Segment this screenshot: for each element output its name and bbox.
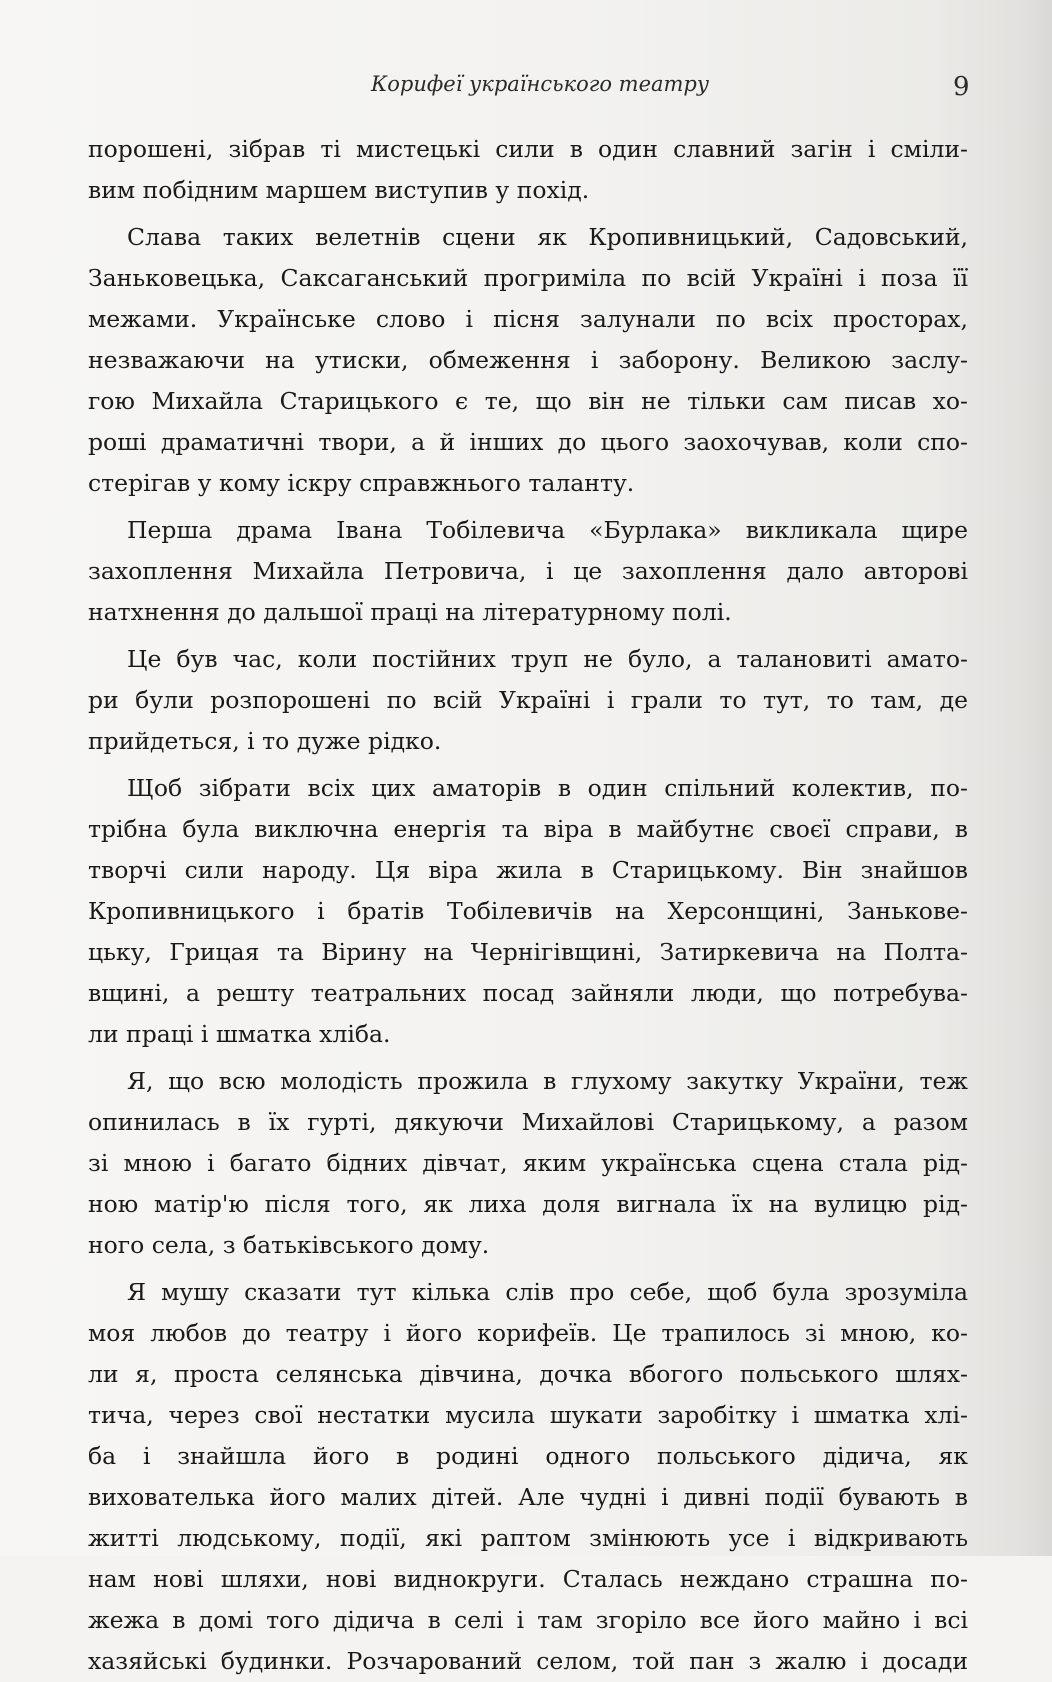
text-line: Я мушу сказати тут кілька слів про себе, щоб була зрозуміла: [127, 1278, 968, 1306]
body-text: [88, 129, 968, 1682]
text-line: ба і знайшла його в родині одного польського дідича, як: [88, 1442, 968, 1470]
text-line: ного села, з батьківського дому.: [88, 1231, 490, 1259]
text-line: Я, що всю молодість прожила в глухому закутку України, теж: [127, 1067, 968, 1095]
text-line: жежа в домі того дідича в селі і там згоріло все його майно і всі: [88, 1606, 968, 1634]
text-line: межами. Українське слово і пісня залунали по всіх просторах,: [88, 305, 968, 333]
text-line: ною матір'ю після того, як лиха доля вигнала їх на вулицю рід-: [88, 1190, 968, 1218]
text-line: роші драматичні твори, а й інших до цього заохочував, коли спо-: [88, 428, 968, 456]
text-line: стерігав у кому іскру справжнього таланту.: [88, 469, 635, 497]
paragraph: [88, 217, 968, 504]
text-line: Слава таких велетнів сцени як Кропивницький, Садовський,: [127, 223, 968, 251]
text-line: вщині, а решту театральних посад зайняли люди, що потребува-: [88, 979, 968, 1007]
text-line: гою Михайла Старицького є те, що він не тільки сам писав хо-: [88, 387, 968, 415]
text-line: Заньковецька, Саксаганський прогриміла по всій Україні і поза її: [88, 264, 968, 292]
text-line: нам нові шляхи, нові виднокруги. Сталась неждано страшна по-: [88, 1565, 968, 1593]
text-line: творчі сили народу. Ця віра жила в Старицькому. Він знайшов: [88, 856, 968, 884]
text-line: ли я, проста селянська дівчина, дочка вбогого польського шлях-: [88, 1360, 968, 1388]
text-line: прийдеться, і то дуже рідко.: [88, 727, 442, 755]
paragraph: [88, 768, 968, 1055]
page-number: 9: [953, 72, 970, 102]
text-line: вихователька його малих дітей. Але чудні і дивні події бувають в: [88, 1483, 968, 1511]
text-line: незважаючи на утиски, обмеження і заборону. Великою заслу-: [88, 346, 968, 374]
paragraph: [88, 129, 968, 211]
text-line: хазяйські будинки. Розчарований селом, той пан з жалю і досади: [88, 1647, 968, 1675]
paragraph: [88, 1272, 968, 1682]
text-line: житті людському, події, які раптом змінюють усе і відкривають: [88, 1524, 968, 1552]
text-line: Це був час, коли постійних труп не було, а талановиті амато-: [127, 645, 968, 673]
text-line: трібна була виключна енергія та віра в майбутнє своєї справи, в: [88, 815, 968, 843]
text-line: моя любов до театру і його корифеїв. Це трапилось зі мною, ко-: [88, 1319, 968, 1347]
text-line: Кропивницького і братів Тобілевичів на Херсонщині, Заньковe-: [88, 897, 968, 925]
text-line: ри були розпорошені по всій Україні і грали то тут, то там, де: [88, 686, 968, 714]
text-line: порошені, зібрав ті мистецькі сили в один славний загін і сміли-: [88, 135, 968, 163]
paragraph: [88, 510, 968, 633]
text-line: захоплення Михайла Петровича, і це захоплення дало авторові: [88, 557, 968, 585]
text-line: тича, через свої нестатки мусила шукати заробітку і шматка хлі-: [88, 1401, 968, 1429]
text-line: зі мною і багато бідних дівчат, яким українська сцена стала рід-: [88, 1149, 968, 1177]
paragraph: [88, 639, 968, 762]
text-line: ли праці і шматка хліба.: [88, 1020, 391, 1048]
text-line: натхнення до дальшої праці на літературному полі.: [88, 598, 732, 626]
text-line: вим побідним маршем виступив у похід.: [88, 176, 590, 204]
text-line: цьку, Грицая та Вірину на Чернігівщині, Затиркевича на Полта-: [88, 938, 968, 966]
paragraph: [88, 1061, 968, 1266]
running-title: Корифеї українського театру: [371, 72, 710, 96]
text-line: Щоб зібрати всіх цих аматорів в один спільний колектив, по-: [127, 774, 968, 802]
text-line: Перша драма Івана Тобілевича «Бурлака» викликала щире: [127, 516, 968, 544]
text-line: опинилась в їх гурті, дякуючи Михайлові Старицькому, а разом: [88, 1108, 968, 1136]
